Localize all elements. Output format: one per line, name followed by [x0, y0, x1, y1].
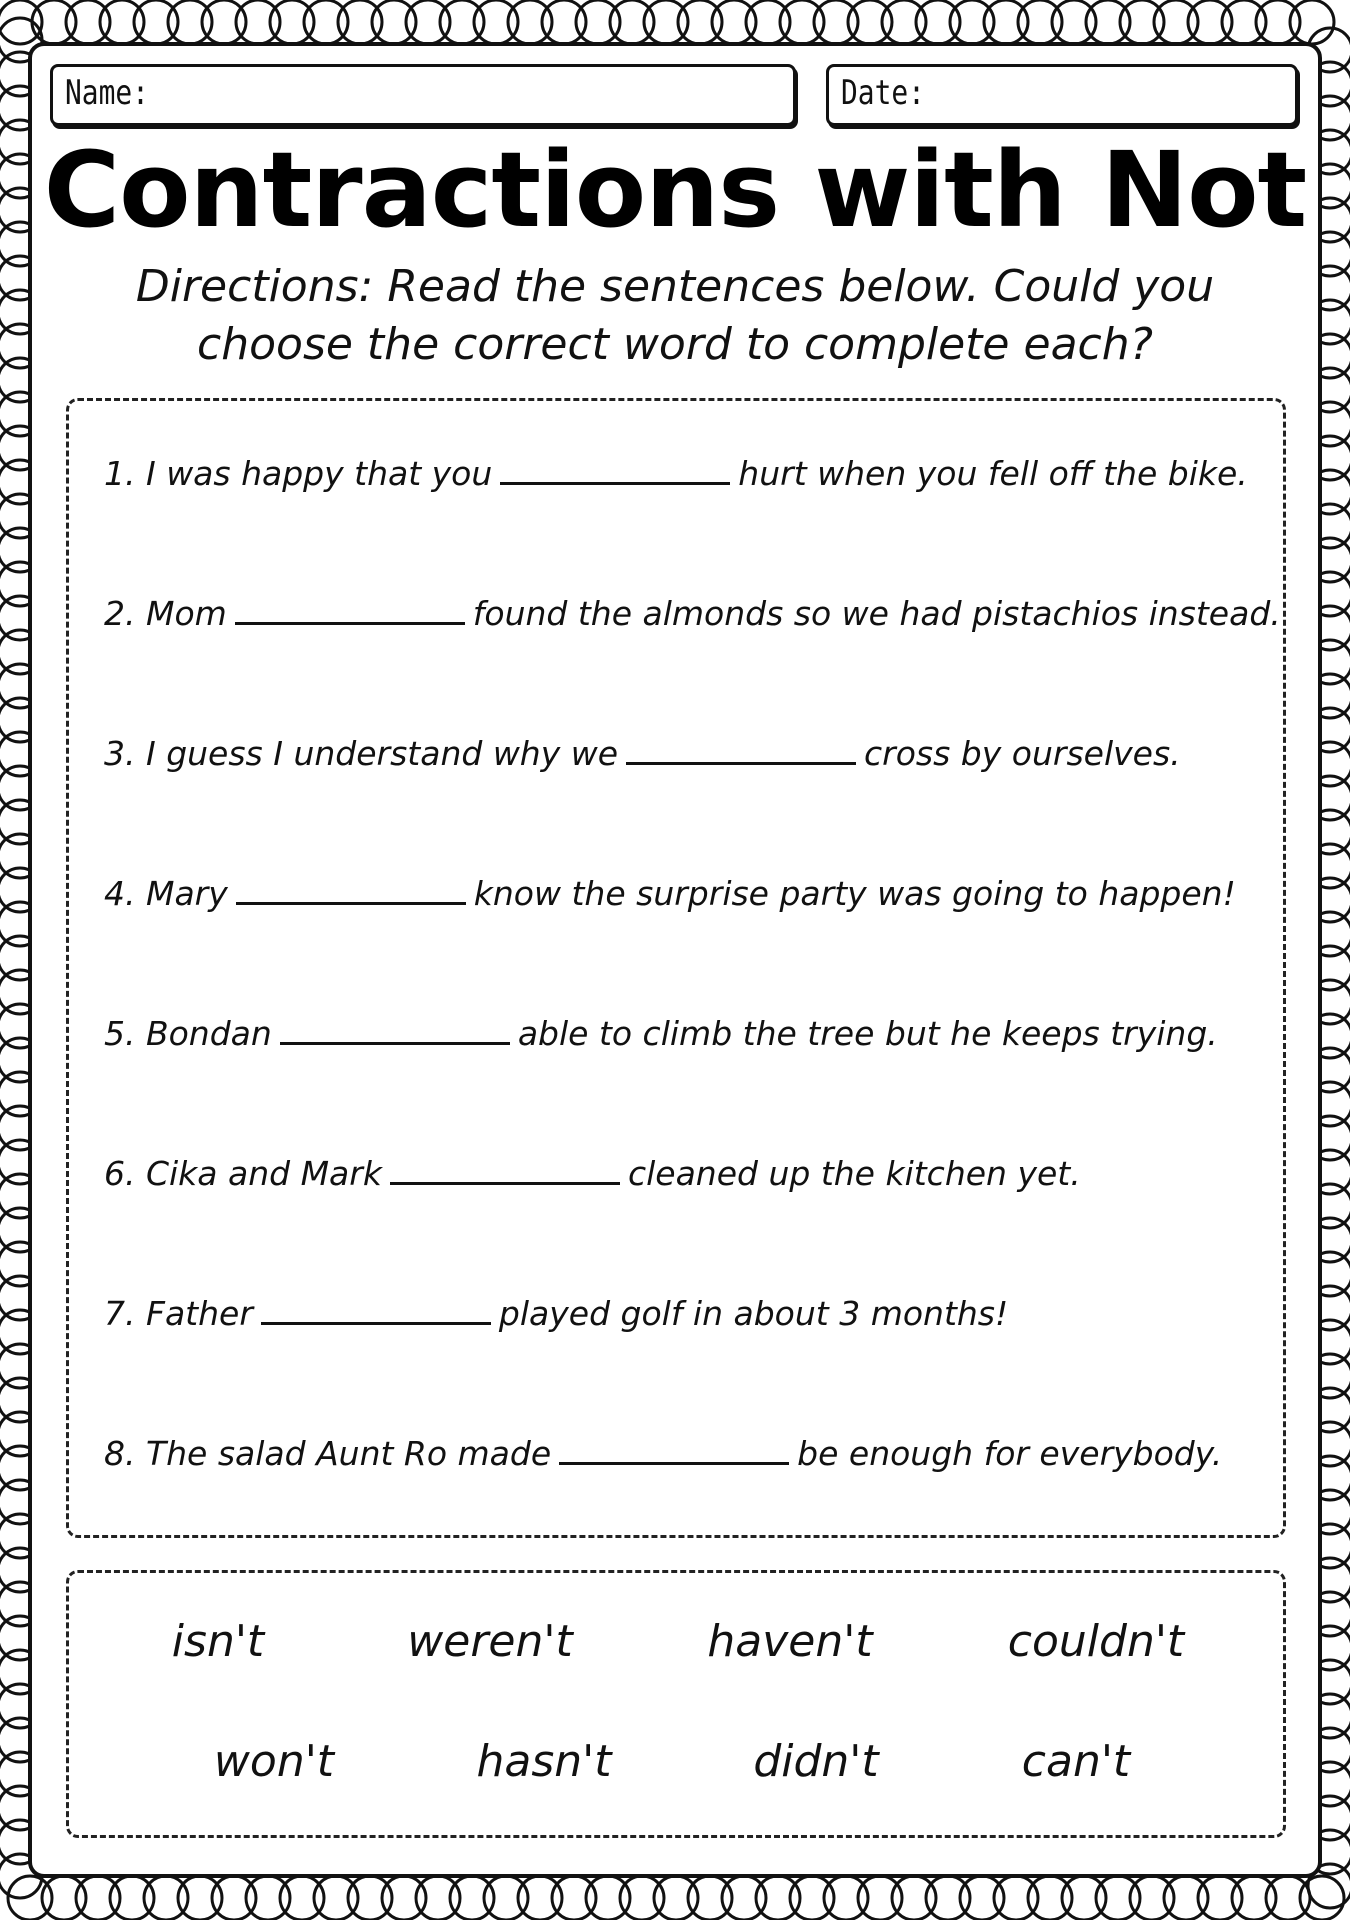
sentence-4-before: 4. Mary: [104, 874, 228, 913]
word-bank-item: couldn't: [1007, 1616, 1185, 1667]
answer-blank-1[interactable]: [500, 452, 730, 485]
answer-blank-2[interactable]: [235, 592, 465, 625]
sentence-3: [104, 732, 1284, 773]
sentence-7-before: 7. Father: [104, 1294, 253, 1333]
sentence-5-after: able to climb the tree but he keeps trying.: [517, 1014, 1218, 1053]
sentence-8: [104, 1432, 1284, 1473]
sentence-1: [104, 452, 1284, 493]
directions-line-1: Directions: Read the sentences below. Could you: [135, 261, 1215, 312]
sentence-4: [104, 872, 1284, 913]
directions-line-2: choose the correct word to complete each?: [197, 319, 1153, 370]
answer-blank-4[interactable]: [236, 872, 466, 905]
sentence-5-before: 5. Bondan: [104, 1014, 272, 1053]
sentence-6-before: 6. Cika and Mark: [104, 1154, 382, 1193]
sentence-7: [104, 1292, 1284, 1333]
answer-blank-5[interactable]: [280, 1012, 510, 1045]
sentence-2-after: found the almonds so we had pistachios instead.: [472, 594, 1281, 633]
word-bank-item: weren't: [407, 1616, 573, 1667]
date-label: Date:: [841, 73, 925, 113]
sentence-8-before: 8. The salad Aunt Ro made: [104, 1434, 552, 1473]
answer-blank-6[interactable]: [390, 1152, 620, 1185]
answer-blank-8[interactable]: [559, 1432, 789, 1465]
sentence-4-after: know the surprise party was going to happen!: [473, 874, 1236, 913]
directions: [80, 258, 1270, 374]
answer-blank-3[interactable]: [626, 732, 856, 765]
name-label: Name:: [65, 73, 149, 113]
word-bank-box: [66, 1570, 1286, 1838]
word-bank-item: isn't: [171, 1616, 265, 1667]
sentence-1-after: hurt when you fell off the bike.: [738, 454, 1248, 493]
word-bank-item: won't: [213, 1736, 335, 1787]
sentence-5: [104, 1012, 1284, 1053]
name-field[interactable]: [50, 64, 796, 126]
sentence-6: [104, 1152, 1284, 1193]
word-bank-item: haven't: [707, 1616, 873, 1667]
worksheet-title: Contractions with Not: [43, 129, 1307, 251]
sentence-2-before: 2. Mom: [104, 594, 227, 633]
sentence-8-after: be enough for everybody.: [797, 1434, 1223, 1473]
answer-blank-7[interactable]: [261, 1292, 491, 1325]
sentence-6-after: cleaned up the kitchen yet.: [627, 1154, 1081, 1193]
sentence-2: [104, 592, 1284, 633]
sentence-3-before: 3. I guess I understand why we: [104, 734, 619, 773]
word-bank-item: didn't: [753, 1736, 879, 1787]
word-bank-item: can't: [1021, 1736, 1131, 1787]
sentence-3-after: cross by ourselves.: [864, 734, 1181, 773]
word-bank-item: hasn't: [476, 1736, 612, 1787]
sentences-box: [66, 398, 1286, 1538]
sentence-7-after: played golf in about 3 months!: [498, 1294, 1009, 1333]
sentence-1-before: 1. I was happy that you: [104, 454, 493, 493]
date-field[interactable]: [826, 64, 1298, 126]
